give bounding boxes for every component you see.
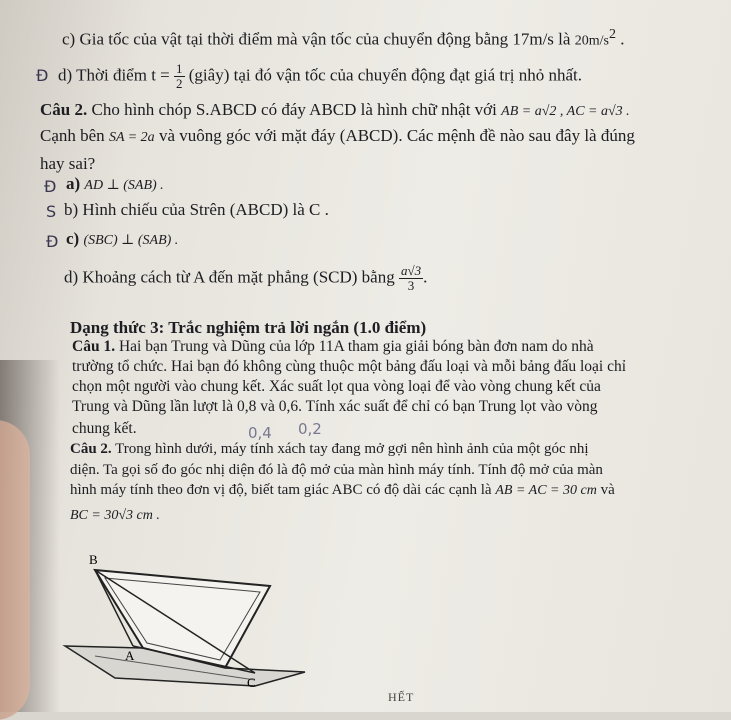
option-a bbox=[66, 174, 164, 194]
opt-c-math: (SBC) ⊥ (SAB) . bbox=[83, 233, 179, 248]
handwritten-1: 0,4 bbox=[248, 424, 272, 442]
opt-d-end: . bbox=[423, 267, 428, 287]
s2-l3m: AB = AC = 30 cm bbox=[495, 483, 597, 498]
question-2-line2 bbox=[40, 126, 635, 146]
c1-unit: 20m/s bbox=[574, 33, 609, 49]
mark-c: Ð bbox=[46, 232, 59, 251]
d1-num: 1 bbox=[176, 61, 183, 76]
end-marker: HẾT bbox=[388, 690, 415, 704]
mark-b: S bbox=[46, 202, 57, 221]
opt-d-fraction bbox=[399, 264, 423, 293]
s2-l3a: hình máy tính theo đơn vị độ, biết tam giác ABC có độ dài các cạnh là bbox=[70, 482, 496, 498]
option-d bbox=[64, 264, 427, 293]
q2-l2m: SA = 2a bbox=[108, 130, 155, 145]
d1-t: t = bbox=[151, 65, 175, 85]
c1-sup: 2 bbox=[608, 27, 616, 42]
option-b: b) Hình chiếu của Strên (ABCD) là C . bbox=[64, 200, 329, 219]
label-c: C bbox=[247, 675, 256, 688]
short-q1-line1 bbox=[72, 338, 594, 356]
label-b: B bbox=[89, 552, 98, 567]
finger bbox=[0, 420, 30, 720]
handwritten-2: 0,2 bbox=[298, 420, 322, 438]
option-c bbox=[66, 229, 178, 249]
q2-head: Câu 2. bbox=[40, 100, 88, 119]
short-q2-line1 bbox=[70, 441, 589, 458]
short-q2-line4: BC = 30√3 cm . bbox=[70, 508, 160, 523]
q2-l2b: và vuông góc với mặt đáy (ABCD). Các mệnh đề nào sau đây là đúng bbox=[154, 126, 635, 145]
q2-math: AB = a√2 , AC = a√3 . bbox=[501, 104, 630, 119]
short-q2-line2: diện. Ta gọi số đo góc nhị diện đó là độ mở của màn hình máy tính. Tính độ mở của màn bbox=[70, 462, 603, 478]
opt-d-text: d) Khoảng cách từ A đến mặt phẳng (SCD) bằng bbox=[64, 267, 399, 287]
c1-text: c) Gia tốc của vật tại thời điểm mà vận tốc của chuyển động bằng 17m/s là bbox=[62, 29, 575, 49]
d1-text: d) Thời điểm bbox=[58, 65, 152, 85]
s2-l1: Trong hình dưới, máy tính xách tay đang mở gợi nên hình ảnh của một góc nhị bbox=[111, 441, 589, 457]
s1-l1: Hai bạn Trung và Dũng của lớp 11A tham gia giải bóng bàn đơn nam do nhà bbox=[115, 338, 594, 355]
s2-head: Câu 2. bbox=[70, 441, 112, 457]
opt-d-den: 3 bbox=[407, 278, 415, 293]
opt-a-math: AD ⊥ (SAB) . bbox=[84, 178, 164, 193]
s1-head: Câu 1. bbox=[72, 338, 116, 355]
d1-fraction bbox=[174, 62, 185, 91]
short-q1-line3: chọn một người vào chung kết. Xác suất lọt qua vòng loại để vào vòng chung kết của bbox=[72, 378, 601, 395]
opt-c-label: c) bbox=[66, 229, 84, 248]
mark-a: Ð bbox=[44, 177, 57, 196]
short-q1-line5: chung kết. bbox=[72, 420, 137, 437]
section-3-title: Dạng thức 3: Trắc nghiệm trả lời ngắn (1.0 điểm) bbox=[70, 318, 427, 337]
question-2 bbox=[40, 100, 630, 120]
opt-d-num: a√3 bbox=[400, 263, 422, 278]
short-q1-line4: Trung và Dũng lần lượt là 0,8 và 0,6. Tính xác suất để chỉ có bạn Trung lọt vào vòng bbox=[72, 398, 598, 415]
mark-d1: Ð bbox=[36, 66, 49, 85]
s2-l3b: và bbox=[596, 482, 615, 498]
q2-text: Cho hình chóp S.ABCD có đáy ABCD là hình chữ nhật với bbox=[87, 100, 502, 119]
question-2-line3: hay sai? bbox=[40, 154, 96, 173]
q2-l2a: Cạnh bên bbox=[40, 126, 109, 145]
c1-end: . bbox=[615, 29, 625, 49]
short-q2-line3 bbox=[70, 482, 615, 499]
short-q1-line2: trường tổ chức. Hai bạn đó không cùng thuộc một bảng đấu loại và mỗi bảng đấu loại chỉ bbox=[72, 358, 627, 375]
d1-den: 2 bbox=[176, 76, 183, 91]
option-d-part1 bbox=[58, 62, 582, 91]
label-a: A bbox=[125, 648, 135, 663]
option-c-part1 bbox=[62, 27, 624, 50]
d1-text-b: (giây) tại đó vận tốc của chuyển động đạt giá trị nhỏ nhất. bbox=[184, 65, 583, 85]
opt-a-label: a) bbox=[66, 174, 85, 193]
laptop-figure bbox=[55, 548, 325, 688]
